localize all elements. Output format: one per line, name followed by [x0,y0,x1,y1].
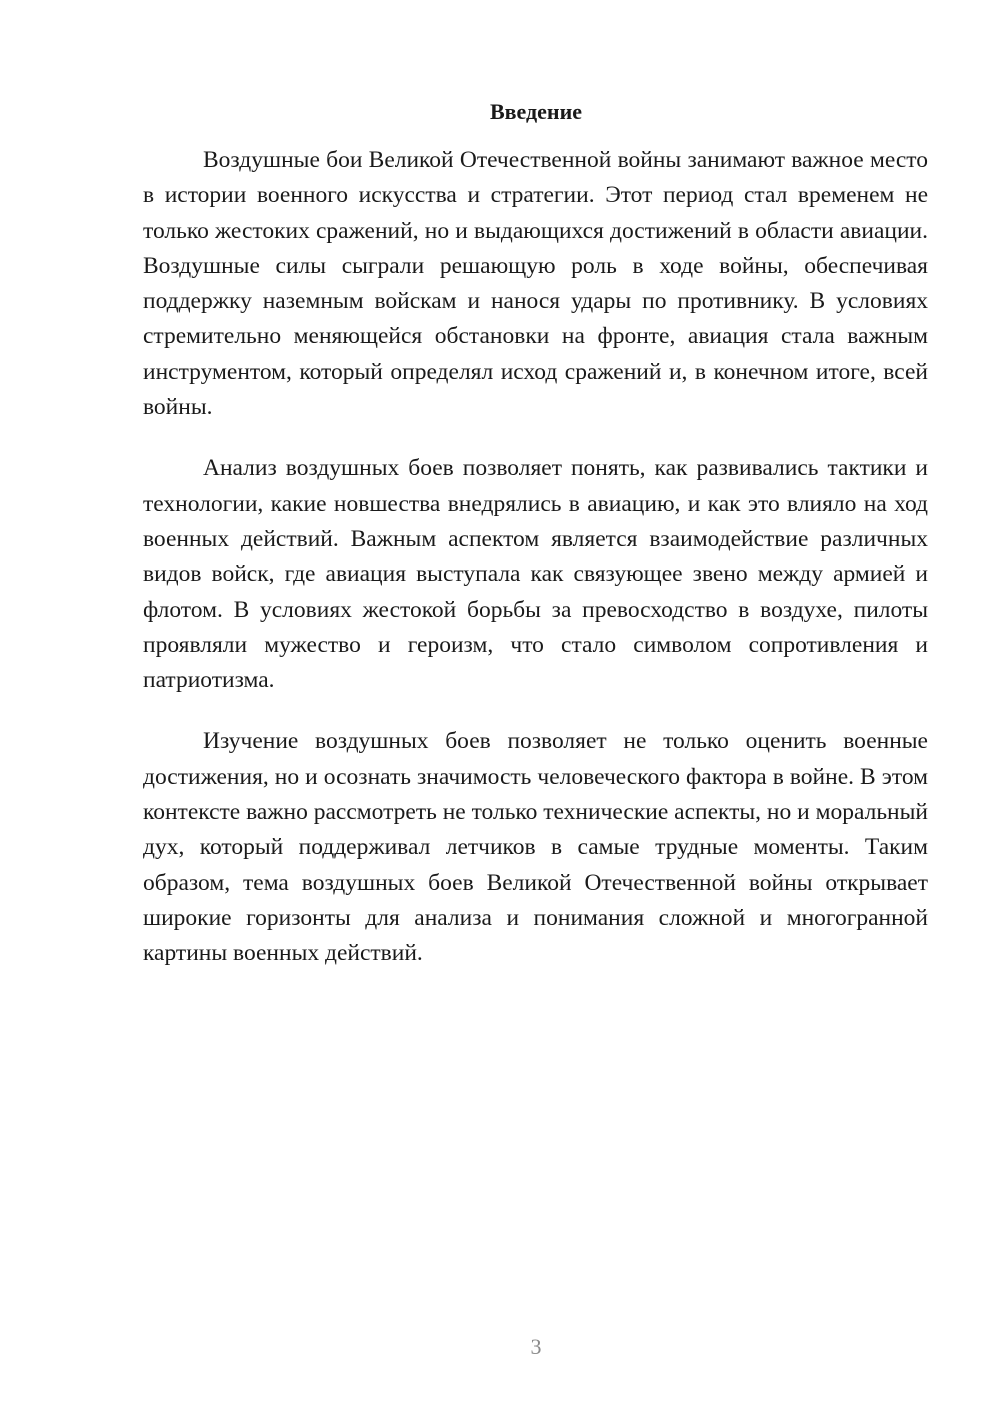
paragraph-3: Изучение воздушных боев позволяет не только оценить военные достижения, но и осознать значимость человеческого фактора в войне. В этом контексте важно рассмотреть не только технические аспекты, но и моральный дух, который поддерживал летчиков в самые трудные моменты. Таким образом, тема воздушных боев Великой Отечественной войны открывает широкие горизонты для анализа и понимания сложной и многогранной картины военных действий. [143,728,928,967]
section-title: Введение [489,99,583,124]
body-text [143,143,928,998]
paragraph-2: Анализ воздушных боев позволяет понять, как развивались тактики и технологии, какие новшества внедрялись в авиацию, и как это влияло на ход военных действий. Важным аспектом является взаимодействие различных видов войск, где авиация выступала как связующее звено между армией и флотом. В условиях жестокой борьбы за превосходство в воздухе, пилоты проявляли мужество и героизм, что стало символом сопротивления и патриотизма. [143,455,928,694]
paragraph-1: Воздушные бои Великой Отечественной войны занимают важное место в истории военного искусства и стратегии. Этот период стал временем не только жестоких сражений, но и выдающихся достижений в области авиации. Воздушные силы сыграли решающую роль в ходе войны, обеспечивая поддержку наземным войскам и нанося удары по противнику. В условиях стремительно меняющейся обстановки на фронте, авиация стала важным инструментом, который определял исход сражений и, в конечном итоге, всей войны. [143,147,928,421]
page-number: 3 [530,1334,542,1359]
